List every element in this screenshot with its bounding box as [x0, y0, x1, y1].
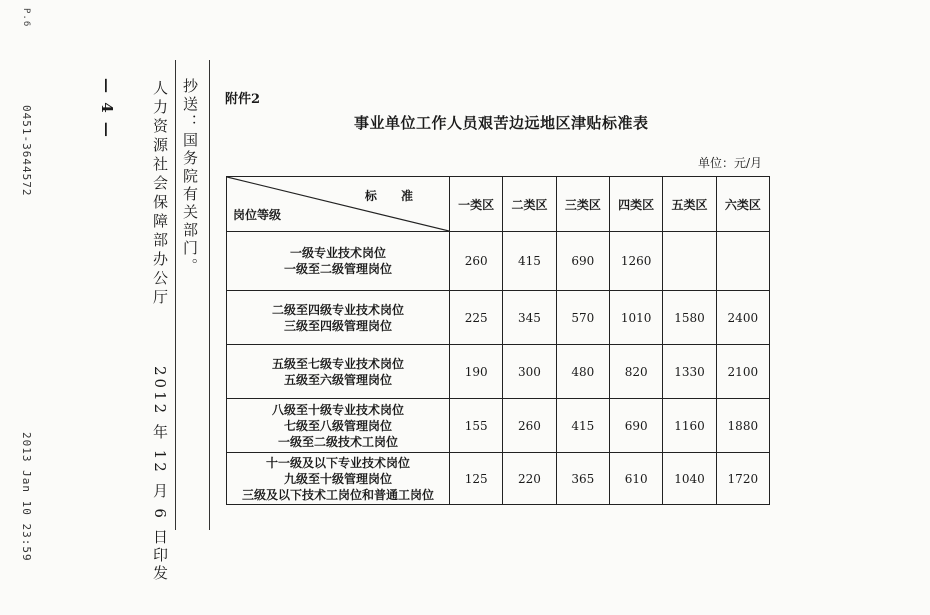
value-cell: 1010 [609, 291, 662, 345]
document-title: 事业单位工作人员艰苦边远地区津贴标准表 [354, 114, 649, 132]
row-label [227, 453, 450, 505]
table-row [227, 453, 770, 505]
column-header: 二类区 [503, 177, 556, 232]
value-cell: 1580 [663, 291, 716, 345]
value-cell: 415 [503, 232, 556, 291]
value-cell: 610 [609, 453, 662, 505]
column-header: 六类区 [716, 177, 769, 232]
divider-line [175, 60, 176, 530]
value-cell: 2400 [716, 291, 769, 345]
issue-date: 2012 年 12 月 6 日印发 [151, 366, 169, 583]
value-cell: 125 [450, 453, 503, 505]
row-label-line: 五级至七级专业技术岗位 [271, 356, 404, 371]
column-header: 四类区 [609, 177, 662, 232]
value-cell: 415 [556, 399, 609, 453]
value-cell: 690 [609, 399, 662, 453]
value-cell: 155 [450, 399, 503, 453]
value-cell: 2100 [716, 345, 769, 399]
table-row [227, 291, 770, 345]
column-header: 三类区 [556, 177, 609, 232]
value-cell: 260 [503, 399, 556, 453]
column-header: 一类区 [450, 177, 503, 232]
row-label [227, 291, 450, 345]
table-row [227, 232, 770, 291]
row-label-line: 九级至十级管理岗位 [283, 471, 392, 486]
diagonal-header-cell [227, 177, 450, 232]
value-cell: 1720 [716, 453, 769, 505]
row-label [227, 232, 450, 291]
table-header-row [227, 177, 770, 232]
row-label [227, 399, 450, 453]
table-row [227, 345, 770, 399]
value-cell: 1040 [663, 453, 716, 505]
header-position: 岗位等级 [233, 208, 282, 222]
copy-to-line: 抄送：国务院有关部门。 [181, 78, 199, 276]
value-cell: 690 [556, 232, 609, 291]
header-standard: 标 准 [364, 189, 423, 203]
value-cell: 820 [609, 345, 662, 399]
value-cell: 1330 [663, 345, 716, 399]
attachment-label: 附件2 [225, 92, 261, 107]
row-label-line: 八级至十级专业技术岗位 [271, 402, 404, 417]
row-label-line: 一级至二级管理岗位 [283, 262, 392, 276]
divider-line [209, 60, 210, 530]
value-cell [716, 232, 769, 291]
value-cell: 1880 [716, 399, 769, 453]
issuer-office: 人力资源社会保障部办公厅 [151, 80, 169, 308]
row-label-line: 二级至四级专业技术岗位 [271, 302, 404, 317]
row-label [227, 345, 450, 399]
value-cell: 260 [450, 232, 503, 291]
value-cell: 1160 [663, 399, 716, 453]
value-cell: 1260 [609, 232, 662, 291]
value-cell: 220 [503, 453, 556, 505]
value-cell: 190 [450, 345, 503, 399]
row-label-line: 一级专业技术岗位 [289, 246, 386, 260]
allowance-table [226, 176, 770, 505]
row-label-line: 三级至四级管理岗位 [283, 318, 392, 333]
column-header: 五类区 [663, 177, 716, 232]
unit-label: 单位：元/月 [698, 156, 763, 170]
value-cell: 480 [556, 345, 609, 399]
page-number: — 4 — [98, 78, 116, 139]
row-label-line: 七级至八级管理岗位 [283, 418, 392, 433]
row-label-line: 五级至六级管理岗位 [283, 372, 392, 387]
value-cell: 345 [503, 291, 556, 345]
value-cell: 570 [556, 291, 609, 345]
row-label-line: 三级及以下技术工岗位和普通工岗位 [241, 487, 434, 502]
fax-phone-number: 0451-3644572 [20, 105, 33, 197]
fax-timestamp: 2013 Jan 10 23:59 [20, 432, 33, 562]
value-cell: 225 [450, 291, 503, 345]
row-label-line: 一级至二级技术工岗位 [277, 434, 398, 449]
fax-page-number: P.6 [21, 8, 31, 28]
value-cell [663, 232, 716, 291]
table-row [227, 399, 770, 453]
value-cell: 365 [556, 453, 609, 505]
row-label-line: 十一级及以下专业技术岗位 [265, 455, 410, 470]
value-cell: 300 [503, 345, 556, 399]
